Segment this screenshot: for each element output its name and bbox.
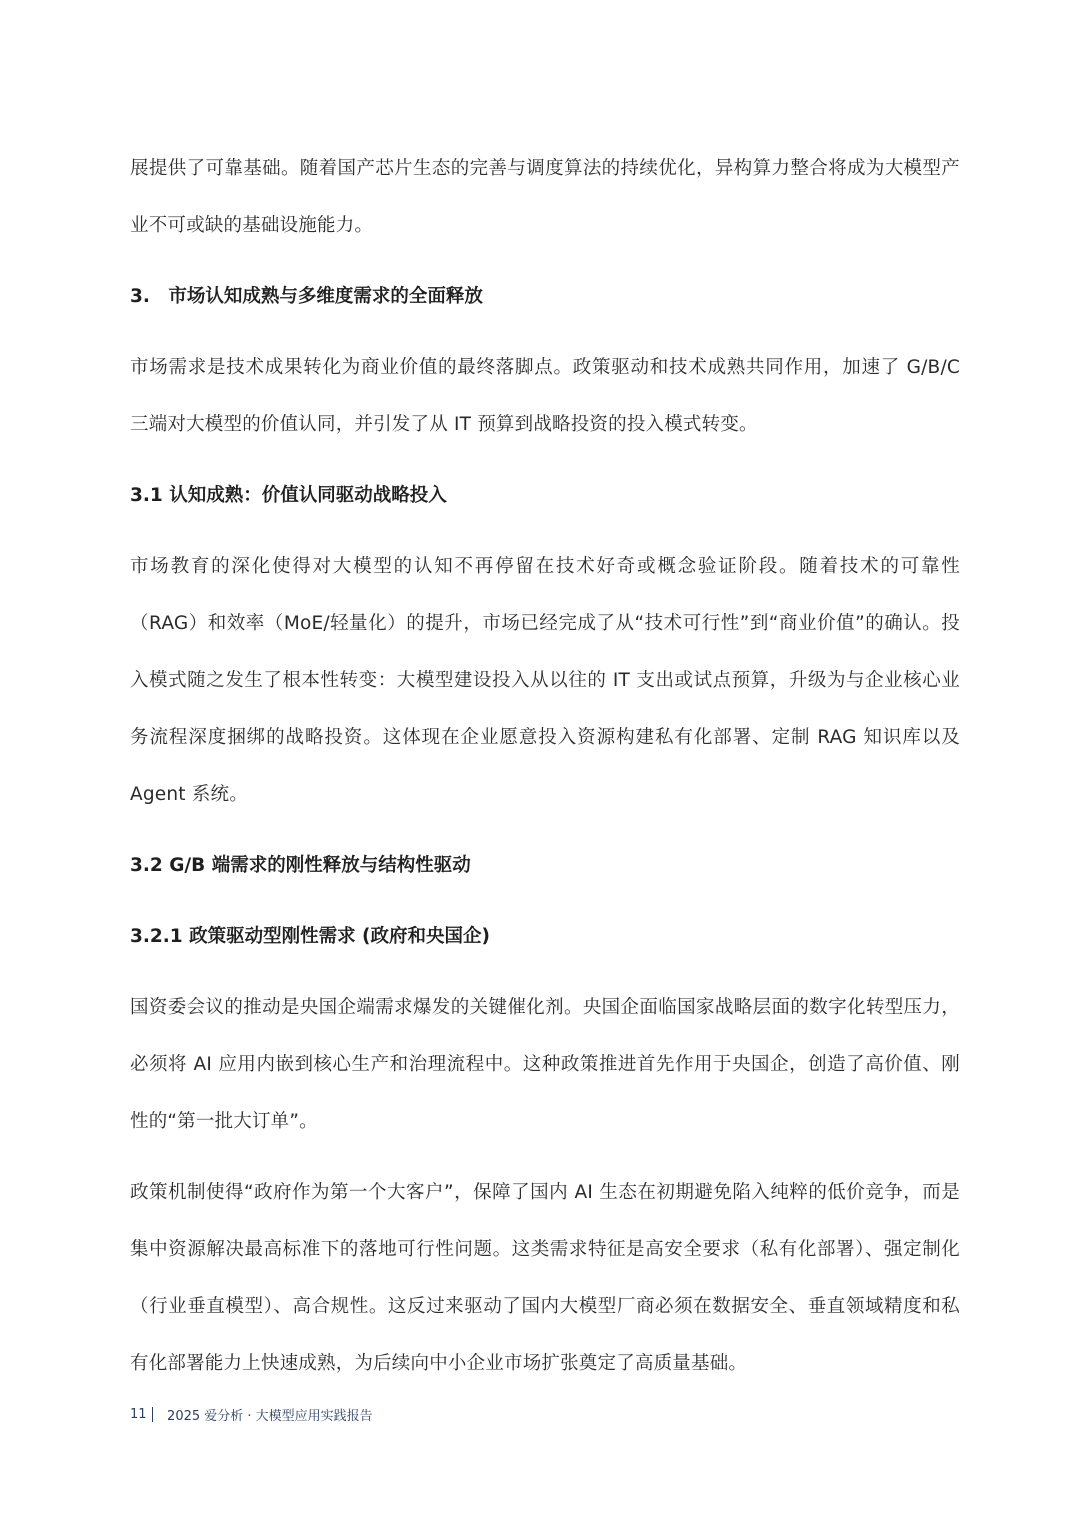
paragraph-market-demand: 市场需求是技术成果转化为商业价值的最终落脚点。政策驱动和技术成熟共同作用，加速了 G/B/C 三端对大模型的价值认同，并引发了从 IT 预算到战略投资的投入模式转变。: [130, 357, 960, 435]
section-heading-3-2-1: 3.2.1 政策驱动型刚性需求 (政府和央国企): [130, 926, 490, 947]
footer-divider: [152, 1407, 154, 1422]
paragraph-sasac-driver: 国资委会议的推动是央国企端需求爆发的关键催化剂。央国企面临国家战略层面的数字化转型压力，必须将 AI 应用内嵌到核心生产和治理流程中。这种政策推进首先作用于央国企，创造了高价值、刚性的“第一批大订单”。: [130, 997, 960, 1132]
page-content: [130, 140, 960, 1392]
paragraph-policy-mechanism: 政策机制使得“政府作为第一个大客户”，保障了国内 AI 生态在初期避免陷入纯粹的低价竞争，而是集中资源解决最高标准下的落地可行性问题。这类需求特征是高安全要求（私有化部署）、强定制化（行业垂直模型）、高合规性。这反过来驱动了国内大模型厂商必须在数据安全、垂直领域精度和私有化部署能力上快速成熟，为后续向中小企业市场扩张奠定了高质量基础。: [130, 1182, 960, 1374]
section-heading-3-2: 3.2 G/B 端需求的刚性释放与结构性驱动: [130, 855, 471, 876]
page-footer: [130, 1405, 373, 1424]
report-title: 2025 爱分析 · 大模型应用实践报告: [167, 1409, 373, 1424]
section-heading-3: 3. 市场认知成熟与多维度需求的全面释放: [130, 286, 483, 307]
page-number: 11: [130, 1407, 147, 1422]
paragraph-continuation: 展提供了可靠基础。随着国产芯片生态的完善与调度算法的持续优化，异构算力整合将成为大模型产业不可或缺的基础设施能力。: [130, 158, 960, 236]
section-heading-3-1: 3.1 认知成熟：价值认同驱动战略投入: [130, 485, 447, 506]
paragraph-cognition-maturity: 市场教育的深化使得对大模型的认知不再停留在技术好奇或概念验证阶段。随着技术的可靠性（RAG）和效率（MoE/轻量化）的提升，市场已经完成了从“技术可行性”到“商业价值”的确认。投入模式随之发生了根本性转变：大模型建设投入从以往的 IT 支出或试点预算，升级为与企业核心业务流程深度捆绑的战略投资。这体现在企业愿意投入资源构建私有化部署、定制 RAG 知识库以及 Agent 系统。: [130, 556, 960, 805]
